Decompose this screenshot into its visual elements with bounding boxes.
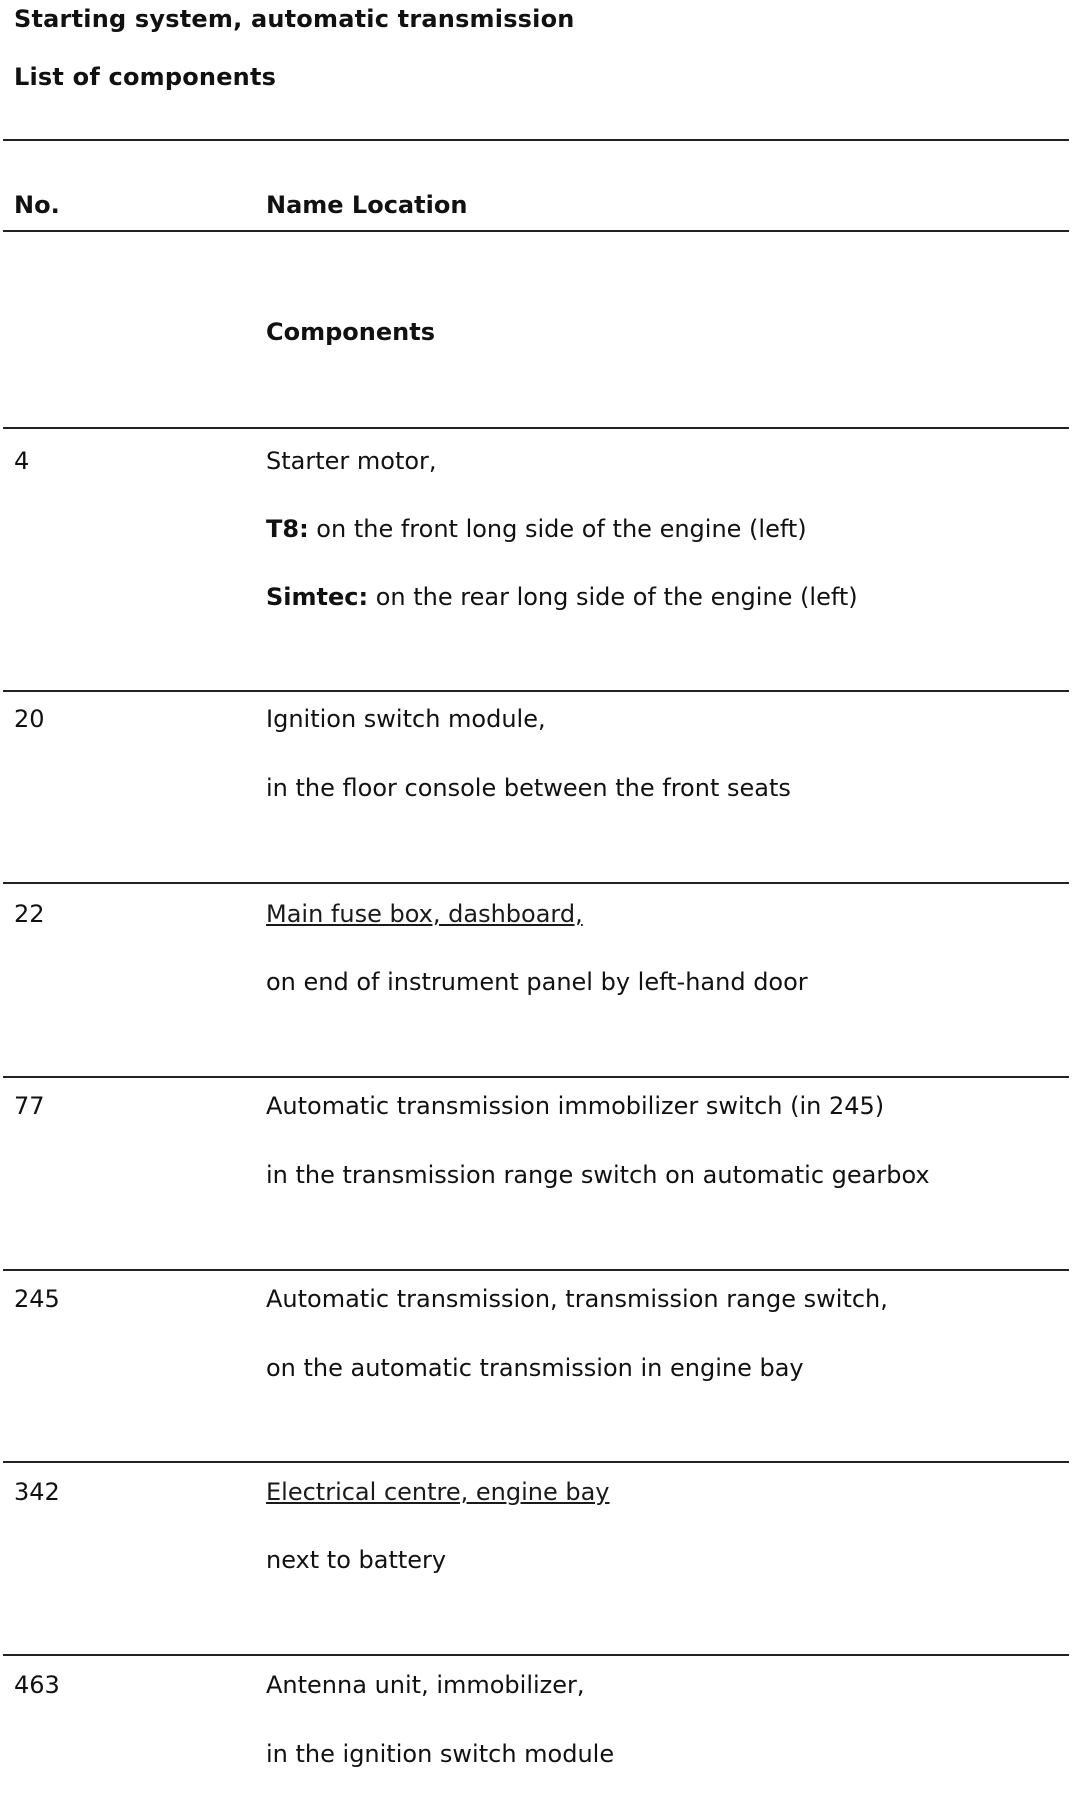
component-location: on the automatic transmission in engine bay: [266, 1354, 804, 1382]
component-location: in the floor console between the front seats: [266, 774, 791, 802]
row-rule: [3, 1269, 1069, 1271]
row-rule: [3, 882, 1069, 884]
component-location: on end of instrument panel by left-hand door: [266, 968, 808, 996]
location-label: T8:: [266, 515, 309, 543]
main-fuse-box-link[interactable]: Main fuse box, dashboard,: [266, 900, 583, 928]
row-number: 22: [14, 900, 45, 928]
row-rule: [3, 690, 1069, 692]
location-text: on the front long side of the engine (left): [308, 515, 807, 543]
row-number: 77: [14, 1092, 45, 1120]
location-text: on the rear long side of the engine (left): [368, 583, 858, 611]
column-header-no: No.: [14, 191, 60, 219]
component-name: Ignition switch module,: [266, 705, 546, 733]
component-name: Automatic transmission immobilizer switch (in 245): [266, 1092, 885, 1120]
row-number: 463: [14, 1671, 60, 1699]
component-location-simtec: [266, 583, 858, 611]
row-number: 342: [14, 1478, 60, 1506]
row-rule: [3, 427, 1069, 429]
component-location: in the transmission range switch on automatic gearbox: [266, 1161, 930, 1189]
row-rule: [3, 1076, 1069, 1078]
row-rule: [3, 1461, 1069, 1463]
row-number: 4: [14, 447, 30, 475]
component-name: Antenna unit, immobilizer,: [266, 1671, 585, 1699]
electrical-centre-link[interactable]: Electrical centre, engine bay: [266, 1478, 610, 1506]
document-subtitle: List of components: [14, 63, 277, 91]
section-heading: Components: [266, 318, 435, 346]
column-header-name-location: Name Location: [266, 191, 468, 219]
row-rule: [3, 1654, 1069, 1656]
component-location: in the ignition switch module: [266, 1740, 615, 1768]
component-name: Automatic transmission, transmission range switch,: [266, 1285, 888, 1313]
component-location: next to battery: [266, 1546, 447, 1574]
header-rule: [3, 230, 1069, 232]
component-name: Starter motor,: [266, 447, 437, 475]
location-label: Simtec:: [266, 583, 369, 611]
row-number: 20: [14, 705, 45, 733]
component-location-t8: [266, 515, 807, 543]
table-top-rule: [3, 139, 1069, 141]
document-title: Starting system, automatic transmission: [14, 5, 575, 33]
row-number: 245: [14, 1285, 60, 1313]
